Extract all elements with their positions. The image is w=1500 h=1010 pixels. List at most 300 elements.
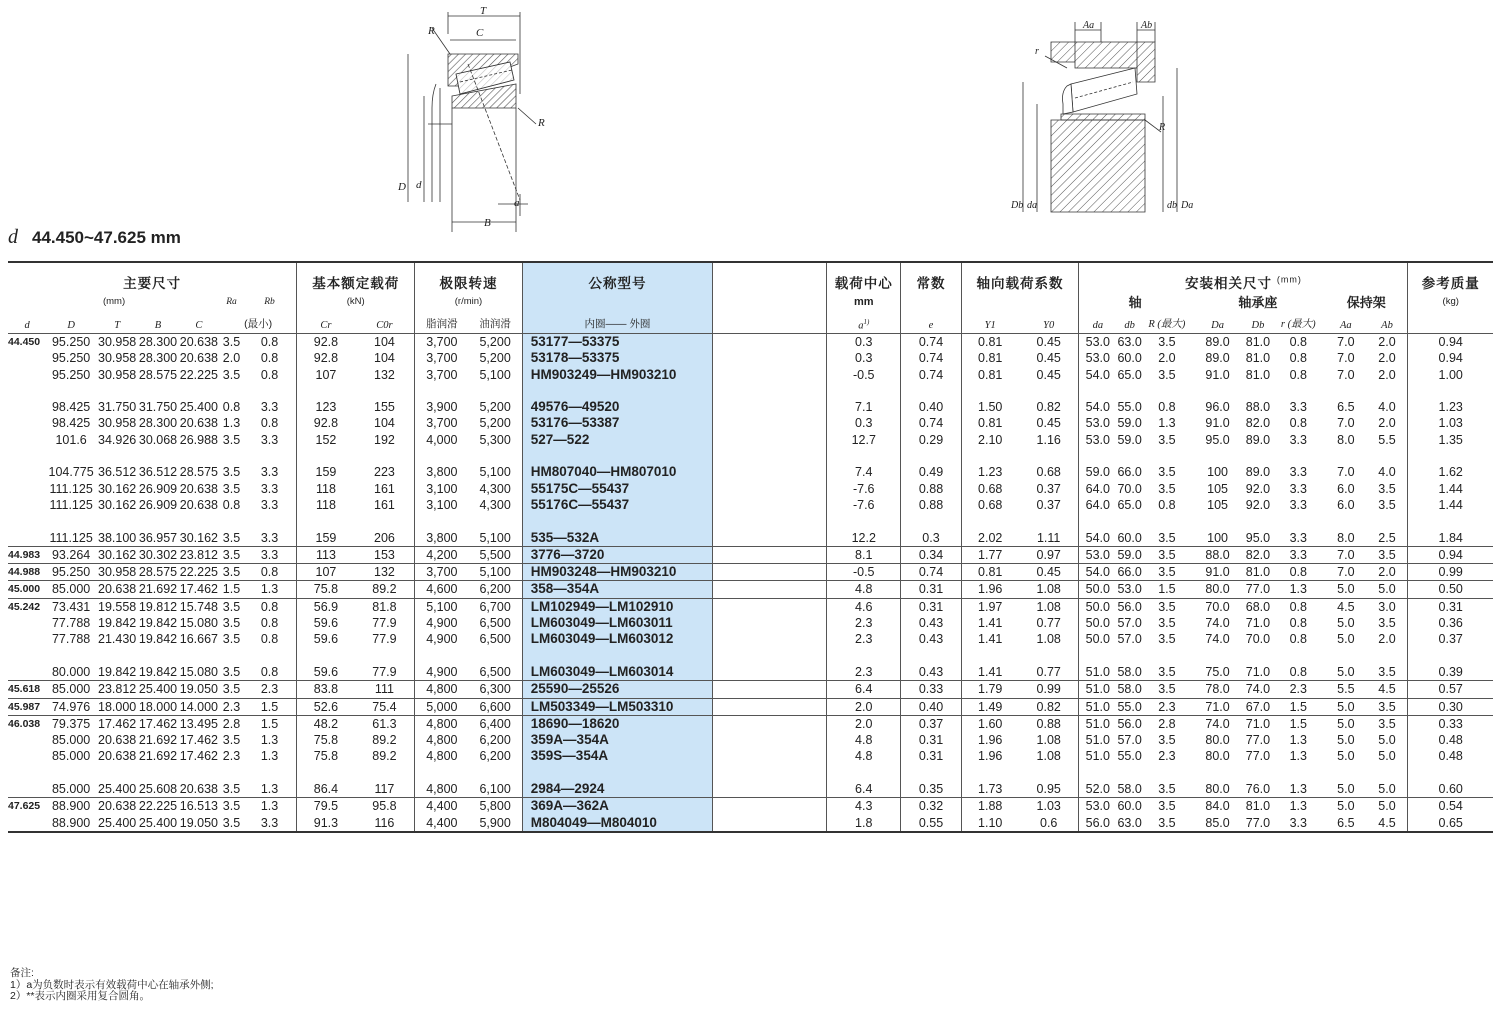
outer-diameter-cell	[46, 383, 96, 399]
width-t-cell: 19.842	[98, 616, 137, 631]
width-t-cell: 20.638	[98, 799, 137, 814]
ra-cell	[220, 648, 243, 664]
cage-aa-cell: 7.0	[1337, 351, 1355, 366]
cage-ab-cell	[1367, 765, 1408, 781]
shaft-db-cell: 57.0	[1117, 632, 1142, 647]
c0r-cell: 132	[355, 367, 415, 383]
width-t-cell: 18.000	[98, 699, 137, 714]
diagram-label-b: B	[484, 217, 491, 229]
cage-ab-cell: 2.0	[1367, 631, 1408, 647]
cage-ab-cell: 3.5	[1367, 497, 1408, 513]
model-cell: 49576—49520	[522, 399, 712, 415]
small-r-max-cell: 3.3	[1289, 547, 1307, 562]
bore-d-cell	[8, 399, 46, 415]
outer-diameter-cell: 104.775	[48, 465, 94, 480]
grease-speed-cell: 5,100	[426, 599, 458, 614]
cr-cell: 92.8	[313, 351, 339, 366]
width-t-cell: 36.512	[98, 465, 137, 480]
header-center-unit: mm	[826, 292, 901, 311]
load-center-cell: 4.8	[826, 581, 901, 598]
c0r-cell: 132	[355, 564, 415, 581]
oil-speed-cell: 5,300	[468, 432, 522, 448]
load-center-cell: -7.6	[826, 481, 901, 497]
r-max-cell: 3.5	[1158, 481, 1176, 496]
mass-cell: 1.03	[1438, 416, 1463, 431]
small-r-max-cell: 3.3	[1289, 497, 1307, 512]
load-center-cell: 4.8	[826, 732, 901, 748]
col-housing-da: Da	[1211, 320, 1224, 331]
y0-cell: 1.08	[1019, 598, 1079, 615]
model-cell: 53176—53387	[522, 415, 712, 431]
small-r-max-cell	[1271, 765, 1325, 781]
diagram-label-da: da	[1027, 200, 1037, 211]
housing-da-cell: 85.0	[1205, 815, 1230, 830]
bore-d-cell: 44.450	[8, 336, 41, 348]
cage-ab-cell: 3.5	[1367, 664, 1408, 681]
ra-cell: 3.5	[222, 335, 241, 349]
table-row	[8, 530, 1493, 547]
bore-group	[8, 334, 1493, 547]
ra-cell	[220, 383, 243, 399]
header-constant: 常数	[901, 262, 961, 292]
y1-cell: 1.50	[978, 400, 1003, 415]
cage-aa-cell	[1325, 383, 1366, 399]
bore-group	[8, 681, 1493, 698]
y1-cell: 1.41	[978, 664, 1003, 679]
width-b-cell: 28.300	[138, 416, 178, 431]
shaft-db-cell: 60.0	[1117, 351, 1142, 366]
width-t-cell: 21.430	[98, 632, 137, 647]
small-r-max-cell: 0.8	[1289, 416, 1307, 431]
table-row	[8, 631, 1493, 647]
model-cell	[522, 648, 712, 664]
width-b-cell: 19.842	[138, 616, 178, 631]
shaft-db-cell	[1116, 648, 1143, 664]
cage-ab-cell: 2.0	[1367, 564, 1408, 581]
load-center-cell	[826, 513, 901, 529]
shaft-da-cell	[1079, 513, 1116, 529]
mass-cell: 0.33	[1438, 716, 1463, 731]
load-center-cell: 6.4	[826, 681, 901, 698]
small-r-max-cell: 1.3	[1289, 582, 1307, 597]
grease-speed-cell: 3,700	[426, 351, 458, 366]
housing-db-cell: 71.0	[1245, 716, 1271, 731]
blank-cell	[713, 581, 827, 598]
housing-db-cell: 81.0	[1245, 335, 1271, 349]
y1-cell: 1.73	[978, 782, 1003, 797]
c0r-cell: 77.9	[355, 631, 415, 647]
outer-diameter-cell	[46, 648, 96, 664]
outer-diameter-cell: 74.976	[51, 699, 91, 714]
r-max-cell: 1.5	[1158, 582, 1176, 597]
header-main-unit: (mm)	[102, 296, 126, 307]
shaft-da-cell: 64.0	[1085, 497, 1110, 512]
blank-cell	[713, 432, 827, 448]
r-max-cell: 2.3	[1158, 699, 1176, 714]
shaft-da-cell: 51.0	[1085, 664, 1110, 679]
col-outer-d: D	[67, 320, 75, 331]
cage-aa-cell: 5.0	[1337, 664, 1355, 679]
grease-speed-cell: 3,700	[426, 367, 458, 382]
grease-speed-cell: 3,800	[426, 465, 458, 480]
bore-group	[8, 564, 1493, 581]
outer-diameter-cell: 80.000	[51, 664, 91, 679]
col-min-note: (最小)	[220, 311, 297, 334]
y0-cell: 0.68	[1019, 464, 1079, 480]
blank-cell	[713, 631, 827, 647]
outer-diameter-cell: 95.250	[51, 565, 91, 580]
constant-e-cell: 0.55	[901, 815, 961, 832]
small-r-max-cell: 0.8	[1289, 565, 1307, 580]
model-cell: 527—522	[522, 432, 712, 448]
y0-cell: 1.08	[1019, 581, 1079, 598]
outer-diameter-cell: 85.000	[51, 749, 91, 764]
cr-cell: 113	[315, 547, 336, 562]
small-r-max-cell: 1.3	[1289, 799, 1307, 814]
shaft-da-cell: 50.0	[1085, 616, 1110, 631]
mass-cell: 0.65	[1438, 815, 1463, 830]
c0r-cell: 104	[355, 415, 415, 431]
grease-speed-cell	[415, 765, 469, 781]
housing-da-cell: 84.0	[1205, 799, 1230, 814]
bearing-dimension-diagram	[388, 4, 548, 232]
housing-db-cell: 70.0	[1245, 632, 1271, 647]
width-b-cell: 28.300	[138, 335, 178, 349]
small-r-max-cell: 1.3	[1289, 782, 1307, 797]
y0-cell: 0.45	[1019, 415, 1079, 431]
outer-diameter-cell: 88.900	[51, 799, 91, 814]
rb-cell	[243, 448, 297, 464]
constant-e-cell: 0.74	[901, 415, 961, 431]
housing-da-cell: 100	[1207, 530, 1229, 545]
rb-cell: 1.3	[243, 732, 297, 748]
width-t-cell	[96, 448, 138, 464]
cr-cell: 48.2	[313, 716, 339, 731]
col-ab: Ab	[1367, 311, 1408, 334]
constant-e-cell: 0.31	[901, 732, 961, 748]
blank-cell	[713, 732, 827, 748]
oil-speed-cell: 5,200	[468, 415, 522, 431]
mass-cell: 0.36	[1438, 616, 1463, 631]
grease-speed-cell: 3,700	[426, 565, 458, 580]
blank-cell	[713, 546, 827, 563]
c0r-cell: 206	[355, 530, 415, 547]
outer-diameter-cell	[46, 765, 96, 781]
cage-ab-cell: 2.5	[1367, 530, 1408, 547]
outer-diameter-cell: 85.000	[51, 782, 91, 797]
rb-cell: 1.5	[243, 698, 297, 715]
housing-db-cell: 92.0	[1245, 497, 1271, 512]
table-row	[8, 815, 1493, 832]
blank-cell	[713, 513, 827, 529]
col-e: e	[901, 311, 961, 334]
y1-cell	[961, 383, 1019, 399]
y0-cell	[1019, 513, 1079, 529]
rb-cell: 0.8	[243, 334, 297, 351]
r-max-cell: 3.5	[1158, 682, 1176, 697]
footnote-2: 2）**表示内圈采用复合圆角。	[10, 990, 151, 1002]
small-r-max-cell	[1271, 383, 1325, 399]
header-ra: Ra	[226, 296, 237, 307]
cage-aa-cell: 7.0	[1337, 367, 1355, 382]
spacer-row	[8, 513, 1493, 529]
mounting-dimension-diagram	[1005, 12, 1195, 220]
housing-da-cell: 88.0	[1205, 547, 1230, 562]
mass-cell: 1.62	[1438, 465, 1463, 480]
rb-cell: 1.3	[243, 748, 297, 764]
width-c-cell: 26.988	[179, 432, 218, 447]
shaft-db-cell: 63.0	[1117, 815, 1142, 830]
shaft-da-cell: 53.0	[1085, 416, 1110, 431]
housing-db-cell: 81.0	[1245, 565, 1271, 580]
grease-speed-cell: 3,100	[426, 497, 458, 512]
width-b-cell: 28.300	[138, 351, 178, 366]
oil-speed-cell: 6,700	[468, 598, 522, 615]
width-t-cell: 30.162	[98, 547, 137, 562]
rb-cell: 1.3	[243, 581, 297, 598]
mass-cell	[1408, 513, 1493, 529]
shaft-da-cell: 53.0	[1085, 335, 1110, 349]
shaft-db-cell	[1116, 448, 1143, 464]
housing-db-cell: 92.0	[1245, 481, 1271, 496]
header-basic-load-rating: 基本额定载荷	[297, 262, 415, 292]
outer-diameter-cell: 85.000	[51, 582, 91, 597]
y1-cell: 0.81	[978, 565, 1003, 580]
bore-group	[8, 698, 1493, 715]
blank-cell	[713, 367, 827, 383]
rb-cell: 3.3	[243, 815, 297, 832]
model-cell: 55175C—55437	[522, 481, 712, 497]
mass-cell: 0.60	[1438, 782, 1463, 797]
width-b-cell: 18.000	[138, 699, 178, 714]
y1-cell	[961, 513, 1019, 529]
header-speed-limit: 极限转速	[415, 262, 523, 292]
model-cell: LM603049—LM603014	[522, 664, 712, 681]
shaft-da-cell	[1079, 765, 1116, 781]
c0r-cell: 117	[355, 781, 415, 798]
bore-d-cell	[8, 815, 46, 832]
col-model-sub: 内圈—— 外圈	[522, 311, 712, 334]
bore-d-cell	[8, 664, 46, 681]
cr-cell: 83.8	[313, 682, 339, 697]
model-cell: LM102949—LM102910	[522, 598, 712, 615]
table-row	[8, 497, 1493, 513]
width-c-cell: 20.638	[179, 351, 218, 366]
load-center-cell: 8.1	[826, 546, 901, 563]
grease-speed-cell: 4,200	[426, 547, 458, 562]
diagram-label-r-small: r	[1035, 46, 1039, 57]
y1-cell: 1.41	[978, 616, 1003, 631]
blank-cell	[713, 415, 827, 431]
cage-ab-cell: 5.5	[1367, 432, 1408, 448]
model-cell: 53177—53375	[522, 334, 712, 351]
bore-d-cell: 45.618	[8, 683, 41, 696]
oil-speed-cell: 5,900	[468, 815, 522, 832]
constant-e-cell: 0.74	[901, 367, 961, 383]
rb-cell: 3.3	[243, 497, 297, 513]
grease-speed-cell: 4,400	[426, 815, 458, 830]
housing-da-cell: 74.0	[1205, 716, 1230, 731]
col-r-max: R (最大)	[1148, 319, 1186, 330]
housing-da-cell: 70.0	[1205, 599, 1230, 614]
cage-ab-cell: 5.0	[1367, 748, 1408, 764]
cage-aa-cell	[1325, 648, 1366, 664]
width-t-cell	[96, 513, 138, 529]
model-cell: LM503349—LM503310	[522, 698, 712, 715]
y0-cell: 0.45	[1019, 367, 1079, 383]
shaft-da-cell: 56.0	[1085, 815, 1110, 830]
width-b-cell: 25.400	[138, 682, 178, 697]
shaft-db-cell: 55.0	[1117, 400, 1142, 415]
y0-cell: 0.37	[1019, 481, 1079, 497]
housing-da-cell	[1191, 513, 1245, 529]
width-b-cell: 28.575	[138, 565, 178, 580]
oil-speed-cell: 5,200	[468, 334, 522, 351]
width-t-cell: 23.812	[98, 682, 137, 697]
outer-diameter-cell: 93.264	[51, 547, 91, 562]
shaft-db-cell: 55.0	[1117, 749, 1142, 764]
housing-da-cell: 71.0	[1205, 699, 1230, 714]
bore-d-cell	[8, 765, 46, 781]
y1-cell: 0.68	[978, 497, 1003, 512]
col-a-note: 1)	[863, 317, 870, 326]
cr-cell: 52.6	[313, 699, 339, 714]
outer-diameter-cell: 95.250	[51, 367, 91, 382]
housing-db-cell: 77.0	[1245, 749, 1271, 764]
width-t-cell	[96, 383, 138, 399]
diagram-label-r-large: R	[1159, 122, 1166, 133]
ra-cell: 3.5	[222, 682, 241, 697]
col-d: d	[24, 320, 30, 331]
load-center-cell: 0.3	[826, 334, 901, 351]
cage-aa-cell: 5.0	[1337, 733, 1355, 748]
width-c-cell: 20.638	[179, 782, 218, 797]
rb-cell: 3.3	[243, 481, 297, 497]
model-cell: HM903248—HM903210	[522, 564, 712, 581]
cage-ab-cell: 3.5	[1367, 698, 1408, 715]
small-r-max-cell: 1.3	[1289, 749, 1307, 764]
width-b-cell: 17.462	[138, 716, 178, 731]
width-c-cell: 22.225	[179, 367, 218, 382]
load-center-cell	[826, 648, 901, 664]
cage-ab-cell: 3.5	[1367, 481, 1408, 497]
outer-diameter-cell: 111.125	[49, 481, 93, 496]
cr-cell	[297, 648, 355, 664]
col-db: db	[1124, 320, 1135, 331]
cage-ab-cell: 3.5	[1367, 546, 1408, 563]
width-b-cell: 28.575	[138, 367, 178, 382]
r-max-cell: 2.0	[1158, 351, 1176, 366]
width-t-cell	[96, 765, 138, 781]
y0-cell	[1019, 383, 1079, 399]
bore-group	[8, 798, 1493, 832]
width-b-cell: 31.750	[138, 400, 178, 415]
cage-aa-cell: 7.0	[1337, 335, 1355, 349]
oil-speed-cell: 6,400	[468, 715, 522, 732]
width-c-cell: 17.462	[179, 733, 218, 748]
rb-cell: 3.3	[243, 432, 297, 448]
y0-cell: 1.08	[1019, 732, 1079, 748]
r-max-cell	[1143, 513, 1191, 529]
ra-cell	[220, 513, 243, 529]
width-b-cell	[138, 513, 177, 529]
small-r-max-cell: 3.3	[1289, 465, 1307, 480]
shaft-db-cell: 59.0	[1117, 547, 1142, 562]
mass-cell: 0.54	[1438, 799, 1463, 814]
y1-cell: 1.60	[978, 716, 1003, 731]
cr-cell	[297, 383, 355, 399]
shaft-db-cell: 66.0	[1117, 465, 1142, 480]
col-y0: Y0	[1019, 311, 1079, 334]
cage-aa-cell: 5.0	[1337, 699, 1355, 714]
rb-cell: 0.8	[243, 664, 297, 681]
mass-cell: 0.30	[1438, 699, 1463, 714]
rb-cell: 3.3	[243, 464, 297, 480]
cr-cell: 59.6	[313, 664, 339, 679]
cage-ab-cell: 3.5	[1367, 715, 1408, 732]
blank-cell	[713, 598, 827, 615]
constant-e-cell: 0.3	[901, 530, 961, 547]
model-cell: 25590—25526	[522, 681, 712, 698]
ra-cell: 3.5	[222, 599, 241, 614]
width-c-cell: 17.462	[179, 582, 218, 597]
oil-speed-cell: 6,500	[468, 615, 522, 631]
ra-cell: 2.8	[222, 716, 241, 731]
shaft-db-cell: 63.0	[1117, 335, 1142, 349]
small-r-max-cell: 2.3	[1289, 682, 1307, 697]
y0-cell: 0.37	[1019, 497, 1079, 513]
width-c-cell: 19.050	[179, 682, 218, 697]
y1-cell: 2.02	[978, 530, 1003, 545]
bore-d-cell	[8, 732, 46, 748]
shaft-da-cell: 54.0	[1085, 565, 1110, 580]
grease-speed-cell: 4,900	[426, 616, 458, 631]
model-cell: 358—354A	[522, 581, 712, 598]
bore-d-cell	[8, 383, 46, 399]
y0-cell	[1019, 448, 1079, 464]
blank-cell	[713, 334, 827, 351]
load-center-cell: 12.7	[826, 432, 901, 448]
shaft-db-cell: 60.0	[1117, 799, 1142, 814]
width-c-cell: 20.638	[179, 416, 218, 431]
table-row	[8, 748, 1493, 764]
mass-cell: 0.57	[1438, 682, 1463, 697]
rb-cell: 0.8	[243, 367, 297, 383]
y0-cell: 0.6	[1019, 815, 1079, 832]
mass-cell: 0.39	[1438, 664, 1463, 679]
table-row	[8, 598, 1493, 615]
ra-cell: 2.3	[222, 749, 241, 764]
shaft-da-cell: 53.0	[1085, 432, 1110, 447]
model-cell: M804049—M804010	[522, 815, 712, 832]
width-b-cell	[138, 448, 177, 464]
width-b-cell: 26.909	[138, 497, 178, 512]
ra-cell: 2.3	[222, 699, 241, 714]
header-shaft: 轴	[1128, 295, 1142, 310]
oil-speed-cell	[468, 383, 522, 399]
housing-db-cell: 77.0	[1245, 733, 1271, 748]
width-t-cell: 17.462	[98, 716, 137, 731]
cage-aa-cell: 6.0	[1337, 497, 1355, 512]
mass-cell: 1.00	[1438, 367, 1463, 382]
table-row	[8, 350, 1493, 366]
cage-ab-cell	[1367, 448, 1408, 464]
housing-da-cell	[1191, 765, 1245, 781]
width-c-cell: 22.225	[179, 565, 218, 580]
small-r-max-cell: 3.3	[1289, 432, 1307, 447]
housing-da-cell: 74.0	[1205, 616, 1230, 631]
load-center-cell	[826, 383, 901, 399]
